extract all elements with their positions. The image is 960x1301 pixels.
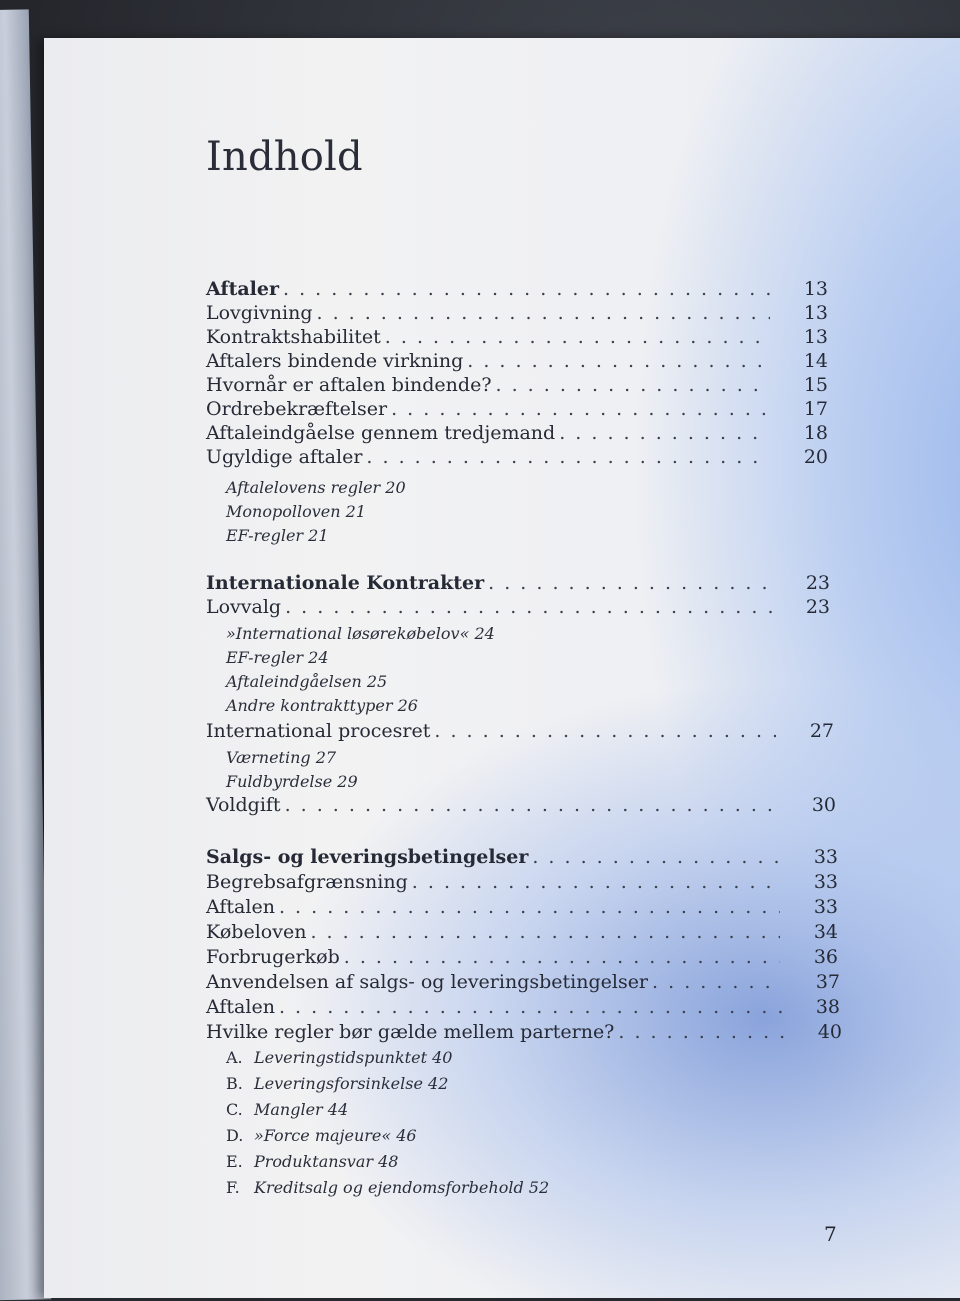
toc-subentry: E. Produktansvar 48 xyxy=(226,1152,399,1171)
toc-subentry: Værneting 27 xyxy=(226,748,337,767)
toc-subentry: Monopolloven 21 xyxy=(226,502,366,521)
toc-subentry: Andre kontrakttyper 26 xyxy=(226,696,418,715)
toc-entry: Lovvalg . . . 23 xyxy=(206,596,776,618)
toc-entry: Lovgivning . . . 13 xyxy=(206,302,774,324)
toc-entry: Anvendelsen af salgs- og leveringsbetingelser . . . 37 xyxy=(206,971,786,993)
toc-section: Aftaler . . . 13 xyxy=(206,278,774,300)
toc-subentry: A. Leveringstidspunktet 40 xyxy=(226,1048,453,1067)
toc-section: Salgs- og leveringsbetingelser . . . 33 xyxy=(206,846,784,868)
toc-subentry: Fuldbyrdelse 29 xyxy=(226,772,358,791)
toc-entry: Begrebsafgrænsning . . . 33 xyxy=(206,871,784,893)
toc-entry: Forbrugerkøb . . . 36 xyxy=(206,946,784,968)
toc-subentry: EF-regler 24 xyxy=(226,648,329,667)
toc-subentry: »International løsørekøbelov« 24 xyxy=(226,624,495,643)
toc-section: Internationale Kontrakter . . . 23 xyxy=(206,572,776,594)
toc-subentry: Aftalelovens regler 20 xyxy=(226,478,406,497)
toc-subentry: D. »Force majeure« 46 xyxy=(226,1126,417,1145)
toc-entry: Hvilke regler bør gælde mellem parterne? . . . 40 xyxy=(206,1021,788,1043)
toc-subentry: B. Leveringsforsinkelse 42 xyxy=(226,1074,449,1093)
toc-entry: Voldgift . . . 30 xyxy=(206,794,782,816)
page-title: Indhold xyxy=(206,134,363,180)
toc-subentry: F. Kreditsalg og ejendomsforbehold 52 xyxy=(226,1178,550,1197)
toc-entry: Aftaleindgåelse gennem tredjemand . . . 18 xyxy=(206,422,774,444)
toc-subentry: Aftaleindgåelsen 25 xyxy=(226,672,388,691)
toc-entry: Aftalers bindende virkning . . . 14 xyxy=(206,350,774,372)
toc-entry: Aftalen . . . 33 xyxy=(206,896,784,918)
toc-entry: International procesret . . . 27 xyxy=(206,720,780,742)
toc-entry: Ugyldige aftaler . . . 20 xyxy=(206,446,774,468)
toc-subentry: EF-regler 21 xyxy=(226,526,329,545)
toc-entry: Ordrebekræftelser . . . 17 xyxy=(206,398,774,420)
toc-entry: Hvornår er aftalen bindende? . . . 15 xyxy=(206,374,774,396)
toc-subentry: C. Mangler 44 xyxy=(226,1100,349,1119)
toc-entry: Købeloven . . . 34 xyxy=(206,921,784,943)
book-page xyxy=(44,38,960,1298)
page-number: 7 xyxy=(824,1222,837,1246)
toc-entry: Kontraktshabilitet . . . 13 xyxy=(206,326,774,348)
toc-entry: Aftalen . . . 38 xyxy=(206,996,786,1018)
